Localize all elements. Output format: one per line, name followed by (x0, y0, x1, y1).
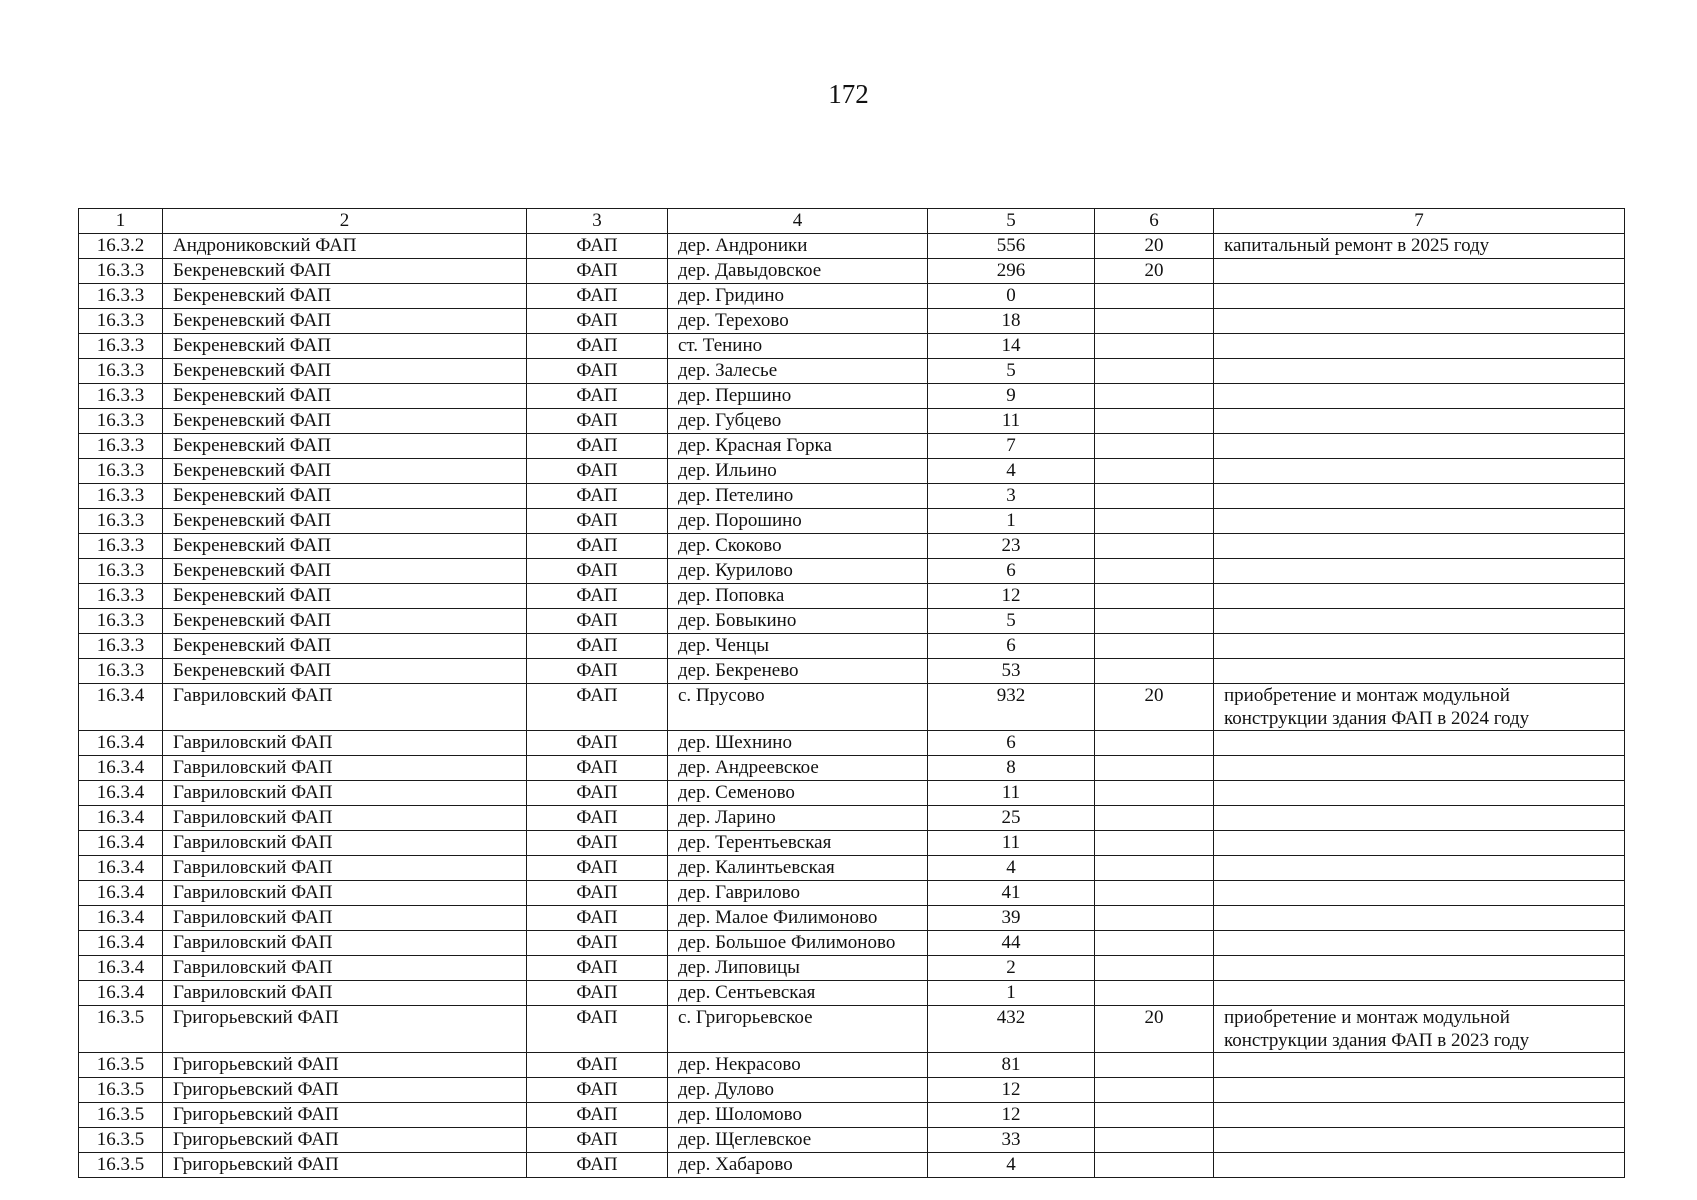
item-number-cell: 16.3.3 (79, 309, 163, 334)
facility-type-cell: ФАП (527, 259, 668, 284)
table-row (79, 731, 1625, 756)
facility-type-cell: ФАП (527, 1128, 668, 1153)
item-number-cell: 16.3.4 (79, 806, 163, 831)
facility-type-cell: ФАП (527, 609, 668, 634)
facility-name-cell: Бекреневский ФАП (163, 434, 527, 459)
distance-cell (1095, 284, 1214, 309)
table-row (79, 309, 1625, 334)
population-cell: 11 (928, 781, 1095, 806)
settlement-cell: дер. Порошино (668, 509, 928, 534)
settlement-cell: дер. Большое Филимоново (668, 931, 928, 956)
table-row (79, 534, 1625, 559)
item-number-cell: 16.3.3 (79, 634, 163, 659)
population-cell: 81 (928, 1053, 1095, 1078)
table-row (79, 684, 1625, 731)
table-row (79, 931, 1625, 956)
note-cell (1214, 584, 1625, 609)
facility-type-cell: ФАП (527, 856, 668, 881)
item-number-cell: 16.3.5 (79, 1128, 163, 1153)
item-number-cell: 16.3.4 (79, 881, 163, 906)
distance-cell: 20 (1095, 684, 1214, 731)
item-number-cell: 16.3.4 (79, 756, 163, 781)
population-cell: 556 (928, 234, 1095, 259)
population-cell: 33 (928, 1128, 1095, 1153)
facility-name-cell: Гавриловский ФАП (163, 831, 527, 856)
settlement-cell: дер. Красная Горка (668, 434, 928, 459)
facility-type-cell: ФАП (527, 956, 668, 981)
settlement-cell: дер. Бовыкино (668, 609, 928, 634)
facilities-table (78, 208, 1625, 1178)
settlement-cell: дер. Гаврилово (668, 881, 928, 906)
facility-name-cell: Гавриловский ФАП (163, 781, 527, 806)
distance-cell (1095, 731, 1214, 756)
facility-name-cell: Бекреневский ФАП (163, 509, 527, 534)
facility-type-cell: ФАП (527, 1006, 668, 1053)
note-cell (1214, 484, 1625, 509)
item-number-cell: 16.3.4 (79, 781, 163, 806)
item-number-cell: 16.3.4 (79, 906, 163, 931)
facility-name-cell: Григорьевский ФАП (163, 1053, 527, 1078)
distance-cell (1095, 781, 1214, 806)
table-row (79, 234, 1625, 259)
facility-name-cell: Бекреневский ФАП (163, 334, 527, 359)
table-row (79, 334, 1625, 359)
population-cell: 6 (928, 634, 1095, 659)
settlement-cell: дер. Хабарово (668, 1153, 928, 1178)
table-row (79, 284, 1625, 309)
table-row (79, 484, 1625, 509)
item-number-cell: 16.3.5 (79, 1006, 163, 1053)
distance-cell (1095, 459, 1214, 484)
distance-cell (1095, 831, 1214, 856)
settlement-cell: дер. Першино (668, 384, 928, 409)
facility-type-cell: ФАП (527, 931, 668, 956)
facility-type-cell: ФАП (527, 334, 668, 359)
note-cell (1214, 559, 1625, 584)
column-header-4: 4 (668, 209, 928, 234)
population-cell: 53 (928, 659, 1095, 684)
facility-name-cell: Бекреневский ФАП (163, 559, 527, 584)
table-row (79, 756, 1625, 781)
population-cell: 12 (928, 584, 1095, 609)
settlement-cell: дер. Ларино (668, 806, 928, 831)
population-cell: 8 (928, 756, 1095, 781)
distance-cell (1095, 756, 1214, 781)
population-cell: 41 (928, 881, 1095, 906)
column-header-2: 2 (163, 209, 527, 234)
item-number-cell: 16.3.4 (79, 981, 163, 1006)
table-row (79, 634, 1625, 659)
facility-type-cell: ФАП (527, 881, 668, 906)
facility-name-cell: Бекреневский ФАП (163, 634, 527, 659)
population-cell: 296 (928, 259, 1095, 284)
facility-name-cell: Григорьевский ФАП (163, 1078, 527, 1103)
population-cell: 11 (928, 831, 1095, 856)
distance-cell (1095, 334, 1214, 359)
facility-type-cell: ФАП (527, 359, 668, 384)
population-cell: 2 (928, 956, 1095, 981)
item-number-cell: 16.3.3 (79, 484, 163, 509)
population-cell: 23 (928, 534, 1095, 559)
settlement-cell: дер. Курилово (668, 559, 928, 584)
distance-cell (1095, 881, 1214, 906)
table-row (79, 559, 1625, 584)
settlement-cell: дер. Ченцы (668, 634, 928, 659)
distance-cell (1095, 956, 1214, 981)
note-cell (1214, 434, 1625, 459)
facility-name-cell: Гавриловский ФАП (163, 981, 527, 1006)
item-number-cell: 16.3.4 (79, 956, 163, 981)
item-number-cell: 16.3.4 (79, 831, 163, 856)
distance-cell (1095, 1078, 1214, 1103)
facility-type-cell: ФАП (527, 1103, 668, 1128)
table-row (79, 1053, 1625, 1078)
distance-cell (1095, 1103, 1214, 1128)
note-cell (1214, 931, 1625, 956)
note-cell (1214, 284, 1625, 309)
table-row (79, 509, 1625, 534)
facility-type-cell: ФАП (527, 434, 668, 459)
facility-name-cell: Григорьевский ФАП (163, 1103, 527, 1128)
settlement-cell: дер. Калинтьевская (668, 856, 928, 881)
note-cell (1214, 756, 1625, 781)
note-cell (1214, 956, 1625, 981)
distance-cell: 20 (1095, 234, 1214, 259)
facility-type-cell: ФАП (527, 409, 668, 434)
note-cell (1214, 384, 1625, 409)
settlement-cell: дер. Бекренево (668, 659, 928, 684)
facility-name-cell: Гавриловский ФАП (163, 881, 527, 906)
table-row (79, 856, 1625, 881)
distance-cell: 20 (1095, 259, 1214, 284)
note-cell (1214, 309, 1625, 334)
table-row (79, 384, 1625, 409)
population-cell: 39 (928, 906, 1095, 931)
distance-cell (1095, 1053, 1214, 1078)
item-number-cell: 16.3.5 (79, 1053, 163, 1078)
distance-cell (1095, 981, 1214, 1006)
item-number-cell: 16.3.3 (79, 259, 163, 284)
facility-type-cell: ФАП (527, 831, 668, 856)
note-cell (1214, 1128, 1625, 1153)
column-header-5: 5 (928, 209, 1095, 234)
distance-cell (1095, 359, 1214, 384)
table-row (79, 781, 1625, 806)
population-cell: 7 (928, 434, 1095, 459)
table-row (79, 659, 1625, 684)
table-row (79, 881, 1625, 906)
note-cell: капитальный ремонт в 2025 году (1214, 234, 1625, 259)
item-number-cell: 16.3.3 (79, 284, 163, 309)
item-number-cell: 16.3.2 (79, 234, 163, 259)
distance-cell (1095, 931, 1214, 956)
facility-name-cell: Гавриловский ФАП (163, 856, 527, 881)
facility-name-cell: Бекреневский ФАП (163, 259, 527, 284)
settlement-cell: дер. Щеглевское (668, 1128, 928, 1153)
note-cell (1214, 609, 1625, 634)
facility-type-cell: ФАП (527, 806, 668, 831)
facility-name-cell: Григорьевский ФАП (163, 1153, 527, 1178)
population-cell: 432 (928, 1006, 1095, 1053)
settlement-cell: дер. Малое Филимоново (668, 906, 928, 931)
table-row (79, 906, 1625, 931)
note-cell (1214, 509, 1625, 534)
table-row (79, 259, 1625, 284)
settlement-cell: дер. Сентьевская (668, 981, 928, 1006)
facility-name-cell: Гавриловский ФАП (163, 931, 527, 956)
settlement-cell: дер. Залесье (668, 359, 928, 384)
note-cell (1214, 981, 1625, 1006)
settlement-cell: дер. Липовицы (668, 956, 928, 981)
facility-name-cell: Бекреневский ФАП (163, 534, 527, 559)
distance-cell (1095, 384, 1214, 409)
facility-name-cell: Гавриловский ФАП (163, 906, 527, 931)
facility-type-cell: ФАП (527, 659, 668, 684)
facility-name-cell: Бекреневский ФАП (163, 459, 527, 484)
facility-type-cell: ФАП (527, 384, 668, 409)
facility-name-cell: Бекреневский ФАП (163, 609, 527, 634)
facility-type-cell: ФАП (527, 684, 668, 731)
population-cell: 0 (928, 284, 1095, 309)
population-cell: 9 (928, 384, 1095, 409)
page-number: 172 (828, 79, 869, 109)
facility-type-cell: ФАП (527, 234, 668, 259)
facility-name-cell: Гавриловский ФАП (163, 731, 527, 756)
note-cell (1214, 334, 1625, 359)
note-cell (1214, 731, 1625, 756)
settlement-cell: дер. Шехнино (668, 731, 928, 756)
facility-type-cell: ФАП (527, 534, 668, 559)
settlement-cell: дер. Гридино (668, 284, 928, 309)
facility-type-cell: ФАП (527, 559, 668, 584)
population-cell: 11 (928, 409, 1095, 434)
note-cell (1214, 831, 1625, 856)
facility-type-cell: ФАП (527, 1078, 668, 1103)
population-cell: 4 (928, 1153, 1095, 1178)
column-header-3: 3 (527, 209, 668, 234)
item-number-cell: 16.3.3 (79, 609, 163, 634)
settlement-cell: дер. Губцево (668, 409, 928, 434)
item-number-cell: 16.3.3 (79, 509, 163, 534)
population-cell: 6 (928, 559, 1095, 584)
facility-name-cell: Бекреневский ФАП (163, 309, 527, 334)
settlement-cell: дер. Давыдовское (668, 259, 928, 284)
facility-name-cell: Бекреневский ФАП (163, 384, 527, 409)
item-number-cell: 16.3.3 (79, 334, 163, 359)
note-cell: приобретение и монтаж модульной конструкции здания ФАП в 2024 году (1214, 684, 1625, 731)
distance-cell (1095, 634, 1214, 659)
note-cell (1214, 459, 1625, 484)
table-row (79, 1128, 1625, 1153)
facility-name-cell: Бекреневский ФАП (163, 409, 527, 434)
table-body (79, 234, 1625, 1178)
facility-name-cell: Гавриловский ФАП (163, 806, 527, 831)
note-cell (1214, 359, 1625, 384)
population-cell: 932 (928, 684, 1095, 731)
facility-name-cell: Григорьевский ФАП (163, 1128, 527, 1153)
facility-type-cell: ФАП (527, 906, 668, 931)
settlement-cell: дер. Дулово (668, 1078, 928, 1103)
distance-cell: 20 (1095, 1006, 1214, 1053)
distance-cell (1095, 609, 1214, 634)
table-row (79, 1153, 1625, 1178)
settlement-cell: дер. Скоково (668, 534, 928, 559)
item-number-cell: 16.3.5 (79, 1078, 163, 1103)
column-header-7: 7 (1214, 209, 1625, 234)
item-number-cell: 16.3.4 (79, 856, 163, 881)
settlement-cell: дер. Терентьевская (668, 831, 928, 856)
population-cell: 44 (928, 931, 1095, 956)
distance-cell (1095, 856, 1214, 881)
note-cell (1214, 534, 1625, 559)
item-number-cell: 16.3.5 (79, 1103, 163, 1128)
note-cell (1214, 1103, 1625, 1128)
table-row (79, 1006, 1625, 1053)
settlement-cell: дер. Терехово (668, 309, 928, 334)
note-cell (1214, 1153, 1625, 1178)
settlement-cell: дер. Некрасово (668, 1053, 928, 1078)
distance-cell (1095, 484, 1214, 509)
item-number-cell: 16.3.3 (79, 434, 163, 459)
facility-type-cell: ФАП (527, 1053, 668, 1078)
facility-name-cell: Бекреневский ФАП (163, 359, 527, 384)
population-cell: 1 (928, 981, 1095, 1006)
population-cell: 3 (928, 484, 1095, 509)
settlement-cell: с. Григорьевское (668, 1006, 928, 1053)
note-cell: приобретение и монтаж модульной конструкции здания ФАП в 2023 году (1214, 1006, 1625, 1053)
population-cell: 14 (928, 334, 1095, 359)
item-number-cell: 16.3.3 (79, 559, 163, 584)
facility-type-cell: ФАП (527, 484, 668, 509)
item-number-cell: 16.3.4 (79, 731, 163, 756)
facility-type-cell: ФАП (527, 634, 668, 659)
settlement-cell: с. Прусово (668, 684, 928, 731)
settlement-cell: дер. Ильино (668, 459, 928, 484)
distance-cell (1095, 434, 1214, 459)
table-row (79, 806, 1625, 831)
facility-name-cell: Бекреневский ФАП (163, 284, 527, 309)
settlement-cell: дер. Андроники (668, 234, 928, 259)
table-row (79, 584, 1625, 609)
settlement-cell: дер. Петелино (668, 484, 928, 509)
settlement-cell: дер. Поповка (668, 584, 928, 609)
settlement-cell: дер. Шоломово (668, 1103, 928, 1128)
note-cell (1214, 881, 1625, 906)
table-header-row (79, 209, 1625, 234)
item-number-cell: 16.3.3 (79, 409, 163, 434)
facility-name-cell: Бекреневский ФАП (163, 659, 527, 684)
distance-cell (1095, 409, 1214, 434)
table-row (79, 956, 1625, 981)
note-cell (1214, 856, 1625, 881)
facility-type-cell: ФАП (527, 781, 668, 806)
table-row (79, 1103, 1625, 1128)
distance-cell (1095, 559, 1214, 584)
facility-type-cell: ФАП (527, 459, 668, 484)
distance-cell (1095, 659, 1214, 684)
note-cell (1214, 259, 1625, 284)
distance-cell (1095, 1153, 1214, 1178)
note-cell (1214, 634, 1625, 659)
table-row (79, 409, 1625, 434)
population-cell: 6 (928, 731, 1095, 756)
item-number-cell: 16.3.4 (79, 931, 163, 956)
distance-cell (1095, 906, 1214, 931)
facility-name-cell: Бекреневский ФАП (163, 584, 527, 609)
item-number-cell: 16.3.3 (79, 359, 163, 384)
population-cell: 5 (928, 359, 1095, 384)
facility-type-cell: ФАП (527, 981, 668, 1006)
distance-cell (1095, 806, 1214, 831)
table-row (79, 359, 1625, 384)
population-cell: 12 (928, 1103, 1095, 1128)
item-number-cell: 16.3.3 (79, 534, 163, 559)
distance-cell (1095, 1128, 1214, 1153)
item-number-cell: 16.3.3 (79, 459, 163, 484)
population-cell: 4 (928, 856, 1095, 881)
note-cell (1214, 806, 1625, 831)
distance-cell (1095, 509, 1214, 534)
table-row (79, 459, 1625, 484)
item-number-cell: 16.3.3 (79, 384, 163, 409)
population-cell: 1 (928, 509, 1095, 534)
settlement-cell: дер. Семеново (668, 781, 928, 806)
column-header-1: 1 (79, 209, 163, 234)
item-number-cell: 16.3.5 (79, 1153, 163, 1178)
population-cell: 4 (928, 459, 1095, 484)
distance-cell (1095, 309, 1214, 334)
facility-type-cell: ФАП (527, 731, 668, 756)
facility-name-cell: Гавриловский ФАП (163, 756, 527, 781)
settlement-cell: дер. Андреевское (668, 756, 928, 781)
facility-type-cell: ФАП (527, 309, 668, 334)
settlement-cell: ст. Тенино (668, 334, 928, 359)
population-cell: 5 (928, 609, 1095, 634)
item-number-cell: 16.3.3 (79, 584, 163, 609)
facility-name-cell: Гавриловский ФАП (163, 956, 527, 981)
table-row (79, 981, 1625, 1006)
item-number-cell: 16.3.3 (79, 659, 163, 684)
facility-type-cell: ФАП (527, 584, 668, 609)
note-cell (1214, 659, 1625, 684)
facility-type-cell: ФАП (527, 509, 668, 534)
facility-name-cell: Бекреневский ФАП (163, 484, 527, 509)
facility-type-cell: ФАП (527, 756, 668, 781)
note-cell (1214, 1078, 1625, 1103)
facility-name-cell: Гавриловский ФАП (163, 684, 527, 731)
facility-type-cell: ФАП (527, 284, 668, 309)
table-row (79, 831, 1625, 856)
distance-cell (1095, 534, 1214, 559)
note-cell (1214, 906, 1625, 931)
note-cell (1214, 409, 1625, 434)
population-cell: 18 (928, 309, 1095, 334)
facility-name-cell: Григорьевский ФАП (163, 1006, 527, 1053)
population-cell: 25 (928, 806, 1095, 831)
table-row (79, 434, 1625, 459)
note-cell (1214, 1053, 1625, 1078)
table-row (79, 609, 1625, 634)
facility-type-cell: ФАП (527, 1153, 668, 1178)
distance-cell (1095, 584, 1214, 609)
table-row (79, 1078, 1625, 1103)
item-number-cell: 16.3.4 (79, 684, 163, 731)
facility-name-cell: Андрониковский ФАП (163, 234, 527, 259)
population-cell: 12 (928, 1078, 1095, 1103)
column-header-6: 6 (1095, 209, 1214, 234)
note-cell (1214, 781, 1625, 806)
